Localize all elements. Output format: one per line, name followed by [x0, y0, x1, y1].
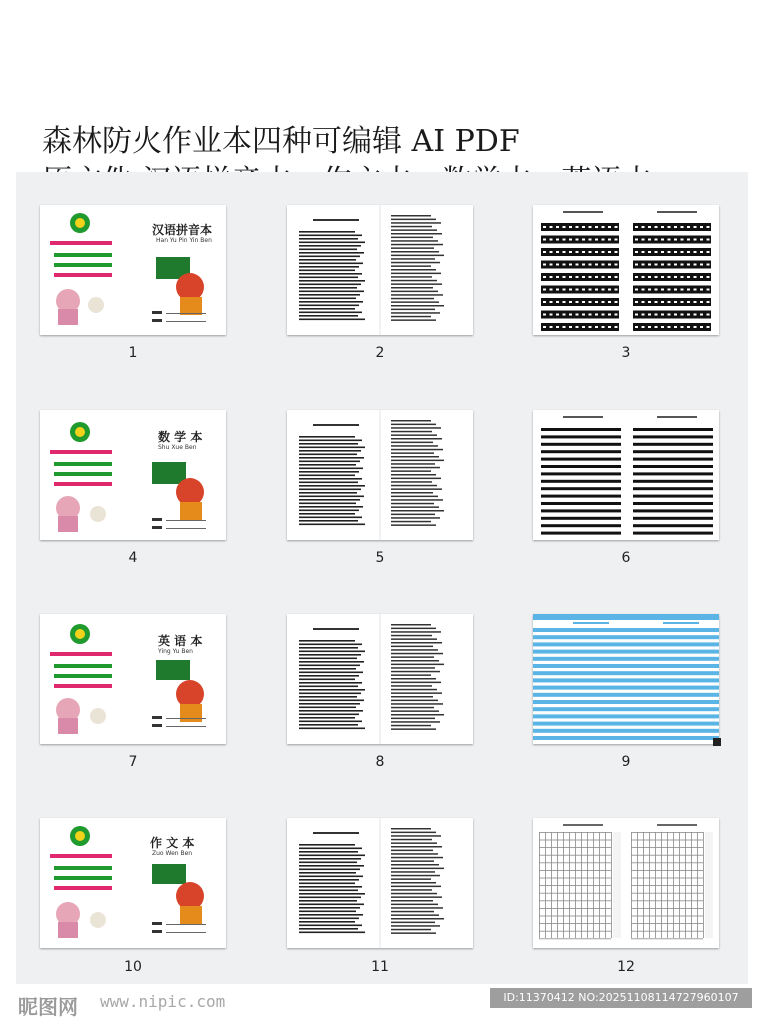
cover-pinyin: Shu Xue Ben — [158, 444, 197, 451]
page-number: 12 — [617, 959, 635, 975]
page-thumbnail-6[interactable] — [533, 410, 719, 540]
cover-pinyin: Zuo Wen Ben — [152, 850, 193, 857]
page-thumbnail-1[interactable] — [40, 205, 226, 335]
watermark-url[interactable]: www.nipic.com — [100, 992, 226, 1011]
pinyin-grid-art — [533, 205, 719, 335]
text-page-art — [287, 818, 473, 948]
page-number: 2 — [375, 345, 385, 361]
cover-pinyin: Han Yu Pin Yin Ben — [156, 237, 212, 244]
blue-ruled-art — [533, 614, 719, 744]
page-number: 4 — [128, 550, 138, 566]
page-thumbnail-4[interactable] — [40, 410, 226, 540]
cover-title: 数 学 本 — [158, 430, 203, 444]
page-number: 8 — [375, 754, 385, 770]
page-title-line1: 森林防火作业本四种可编辑 AI PDF — [42, 124, 520, 159]
cover-title: 作 文 本 — [150, 836, 195, 850]
page-number: 6 — [621, 550, 631, 566]
page-thumbnail-5[interactable] — [287, 410, 473, 540]
page-thumbnail-8[interactable] — [287, 614, 473, 744]
page-number: 11 — [371, 959, 389, 975]
page-number: 1 — [128, 345, 138, 361]
text-page-art — [287, 614, 473, 744]
cover-title: 汉语拼音本 — [152, 223, 213, 237]
ruled-lines-art — [533, 410, 719, 540]
page-thumbnail-12[interactable] — [533, 818, 719, 948]
page-thumbnail-3[interactable] — [533, 205, 719, 335]
page-number: 5 — [375, 550, 385, 566]
page-thumbnail-10[interactable] — [40, 818, 226, 948]
page-number: 10 — [124, 959, 142, 975]
text-page-art — [287, 205, 473, 335]
page-number: 7 — [128, 754, 138, 770]
page-thumbnail-7[interactable] — [40, 614, 226, 744]
cover-pinyin: Ying Yu Ben — [158, 648, 193, 655]
page-thumbnail-2[interactable] — [287, 205, 473, 335]
watermark-logo: 昵图网 — [18, 995, 78, 1019]
image-id-bar: ID:11370412 NO:20251108114727960107 — [490, 988, 752, 1008]
composition-grid-art — [533, 818, 719, 948]
page-number: 9 — [621, 754, 631, 770]
page-thumbnail-11[interactable] — [287, 818, 473, 948]
text-page-art — [287, 410, 473, 540]
selection-handle[interactable] — [713, 738, 721, 746]
cover-art — [40, 818, 226, 948]
page-thumbnail-9[interactable] — [533, 614, 719, 744]
page-number: 3 — [621, 345, 631, 361]
cover-title: 英 语 本 — [158, 634, 203, 648]
